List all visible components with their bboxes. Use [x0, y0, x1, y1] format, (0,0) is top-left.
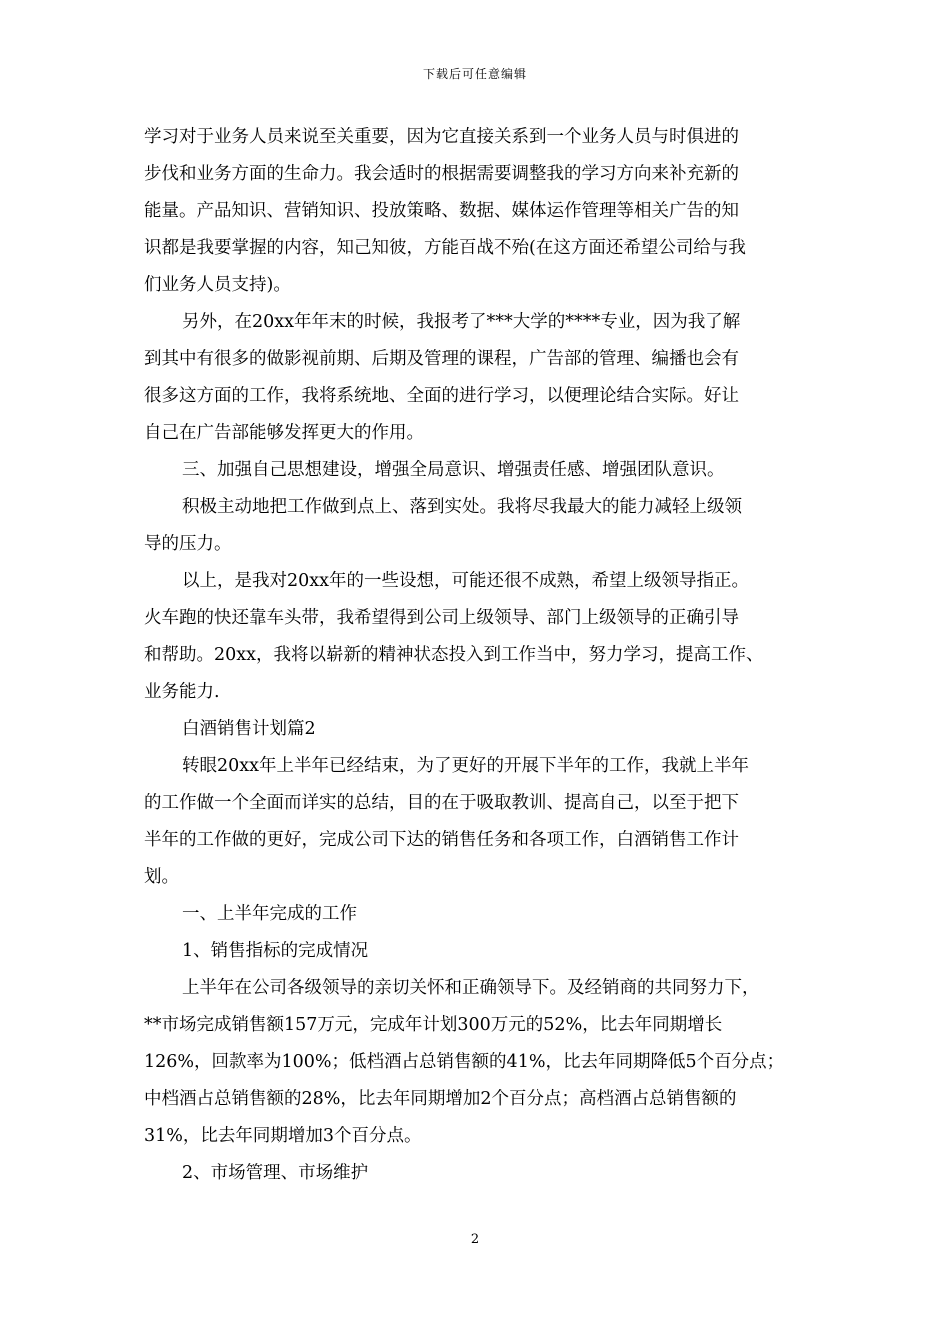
section-heading: 三、加强自己思想建设，增强全局意识、增强责任感、增强团队意识。: [182, 460, 725, 480]
text-line: 火车跑的快还靠车头带，我希望得到公司上级领导、部门上级领导的正确引导: [144, 608, 739, 628]
text-line: 步伐和业务方面的生命力。我会适时的根据需要调整我的学习方向来补充新的: [144, 164, 739, 184]
text-line: 业务能力.: [144, 682, 220, 702]
page-header: 下载后可任意编辑: [422, 67, 527, 81]
text-line: **市场完成销售额157万元，完成年计划300万元的52%，比去年同期增长: [144, 1015, 723, 1035]
text-line: 上半年在公司各级领导的亲切关怀和正确领导下。及经销商的共同努力下，: [182, 978, 760, 998]
text-line: 和帮助。20xx，我将以崭新的精神状态投入到工作当中，努力学习，提高工作、: [144, 645, 764, 665]
text-line: 积极主动地把工作做到点上、落到实处。我将尽我最大的能力减轻上级领: [182, 497, 742, 517]
text-line: 自己在广告部能够发挥更大的作用。: [144, 423, 424, 443]
page-number: 2: [470, 1232, 480, 1247]
text-line: 转眼20xx年上半年已经结束，为了更好的开展下半年的工作，我就上半年: [182, 756, 750, 776]
text-line: 126%，回款率为100%；低档酒占总销售额的41%，比去年同期降低5个百分点；: [144, 1052, 785, 1072]
text-line: 们业务人员支持)。: [144, 275, 291, 295]
document-body: [144, 119, 810, 1192]
text-line: 到其中有很多的做影视前期、后期及管理的课程，广告部的管理、编播也会有: [144, 349, 739, 369]
text-line: 的工作做一个全面而详实的总结，目的在于吸取教训、提高自己，以至于把下: [144, 793, 739, 813]
section-heading: 一、上半年完成的工作: [182, 904, 357, 924]
text-line: 中档酒占总销售额的28%，比去年同期增加2个百分点；高档酒占总销售额的: [144, 1089, 737, 1109]
subsection-heading: 2、市场管理、市场维护: [182, 1163, 369, 1183]
text-line: 识都是我要掌握的内容，知己知彼，方能百战不殆(在这方面还希望公司给与我: [144, 238, 746, 258]
text-line: 划。: [144, 867, 179, 887]
article-title: 白酒销售计划篇2: [182, 719, 316, 739]
text-line: 31%，比去年同期增加3个百分点。: [144, 1126, 422, 1146]
text-line: 能量。产品知识、营销知识、投放策略、数据、媒体运作管理等相关广告的知: [144, 201, 739, 221]
subsection-heading: 1、销售指标的完成情况: [182, 941, 369, 961]
text-line: 以上，是我对20xx年的一些设想，可能还很不成熟，希望上级领导指正。: [182, 571, 750, 591]
text-line: 导的压力。: [144, 534, 232, 554]
text-line: 半年的工作做的更好，完成公司下达的销售任务和各项工作，白酒销售工作计: [144, 830, 739, 850]
text-line: 学习对于业务人员来说至关重要，因为它直接关系到一个业务人员与时俱进的: [144, 127, 739, 147]
text-line: 另外，在20xx年年末的时候，我报考了***大学的****专业，因为我了解: [182, 312, 741, 332]
text-line: 很多这方面的工作，我将系统地、全面的进行学习，以便理论结合实际。好让: [144, 386, 739, 406]
